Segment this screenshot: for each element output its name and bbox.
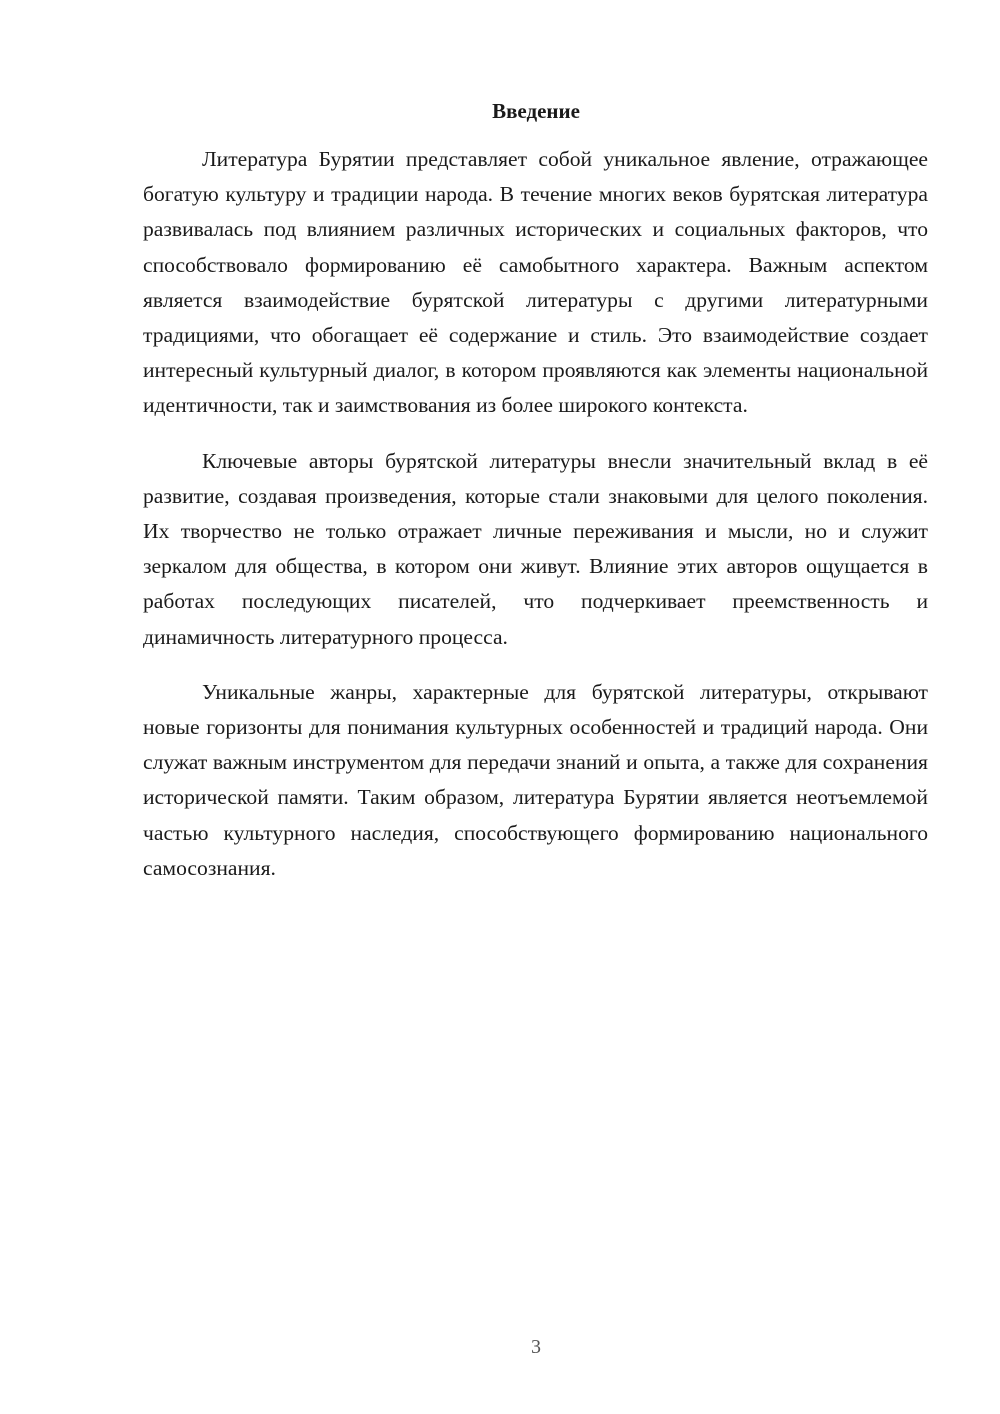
paragraph-3: Уникальные жанры, характерные для бурятской литературы, открывают новые горизонты для понимания культурных особенностей и традиций народа. Они служат важным инструментом для передачи знаний и опыта, а также для сохранения исторической памяти. Таким образом, литература Бурятии является неотъемлемой частью культурного наследия, способствующего формированию национального самосознания. [143, 679, 928, 880]
section-heading: Введение [492, 99, 580, 123]
body-text [143, 142, 928, 906]
page-number: 3 [531, 1336, 541, 1358]
paragraph-1: Литература Бурятии представляет собой уникальное явление, отражающее богатую культуру и традиции народа. В течение многих веков бурятская литература развивалась под влиянием различных исторических и социальных факторов, что способствовало формированию её самобытного характера. Важным аспектом является взаимодействие бурятской литературы с другими литературными традициями, что обогащает её содержание и стиль. Это взаимодействие создает интересный культурный диалог, в котором проявляются как элементы национальной идентичности, так и заимствования из более широкого контекста. [143, 147, 928, 418]
paragraph-2: Ключевые авторы бурятской литературы внесли значительный вклад в её развитие, создавая произведения, которые стали знаковыми для целого поколения. Их творчество не только отражает личные переживания и мысли, но и служит зеркалом для общества, в котором они живут. Влияние этих авторов ощущается в работах последующих писателей, что подчеркивает преемственность и динамичность литературного процесса. [143, 448, 928, 649]
